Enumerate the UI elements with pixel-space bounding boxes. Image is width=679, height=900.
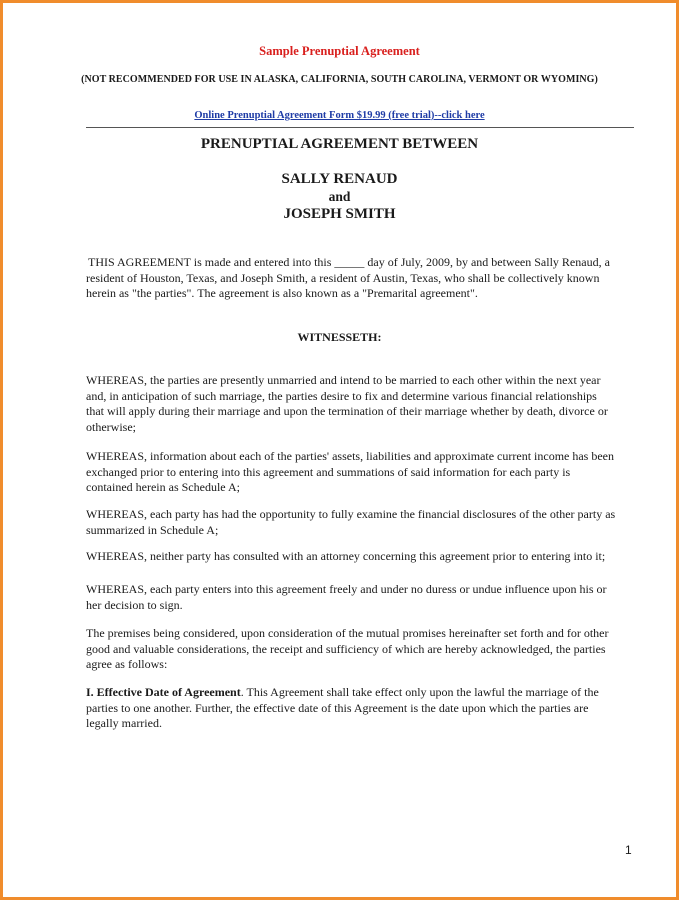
whereas-paragraph (86, 373, 646, 435)
premises-line: agree as follows: (86, 657, 168, 671)
whereas-line: exchanged prior to entering into this agreement and summations of said information for each party is (86, 464, 571, 479)
whereas-line: WHEREAS, the parties are presently unmarried and intend to be married to each other within the next year (86, 373, 601, 387)
premises-line: The premises being considered, upon consideration of the mutual promises hereinafter set forth and for other (86, 626, 609, 640)
online-link-wrapper (0, 105, 679, 123)
intro-line: resident of Houston, Texas, and Joseph Smith, a resident of Austin, Texas, who shall be collectively known (86, 270, 600, 285)
premises-paragraph (86, 626, 646, 673)
effective-date-section (86, 685, 646, 732)
effective-date-heading: I. Effective Date of Agreement (86, 685, 241, 699)
whereas-line: summarized in Schedule A; (86, 522, 219, 537)
party-one-name: SALLY RENAUD (281, 171, 398, 187)
whereas-line: WHEREAS, information about each of the parties' assets, liabilities and approximate current income has been (86, 449, 614, 463)
whereas-line: that will apply during their marriage and upon the termination of their marriage whether by death, divorce or (86, 404, 608, 418)
effective-date-line: parties to one another. Further, the effective date of this Agreement is the date upon which the parties are (86, 700, 589, 715)
whereas-line: and, in anticipation of such marriage, the parties desire to fix and determine various financial relationships (86, 388, 597, 403)
whereas-paragraph (86, 549, 646, 565)
header-divider (86, 127, 634, 128)
state-disclaimer: (NOT RECOMMENDED FOR USE IN ALASKA, CALIFORNIA, SOUTH CAROLINA, VERMONT OR WYOMING) (81, 74, 598, 85)
sample-title: Sample Prenuptial Agreement (259, 44, 420, 58)
whereas-paragraph (86, 582, 646, 613)
intro-line: herein as "the parties". The agreement is also known as a "Premarital agreement". (86, 286, 478, 300)
online-form-link[interactable]: Online Prenuptial Agreement Form $19.99 (free trial)--click here (194, 110, 485, 121)
whereas-line: contained herein as Schedule A; (86, 480, 240, 494)
party-two-name: JOSEPH SMITH (283, 206, 396, 222)
whereas-line: WHEREAS, neither party has consulted with an attorney concerning this agreement prior to entering into it; (86, 549, 606, 563)
whereas-line: WHEREAS, each party enters into this agreement freely and under no duress or undue influence upon his or (86, 582, 607, 596)
whereas-line: her decision to sign. (86, 597, 183, 612)
whereas-paragraph (86, 507, 646, 538)
agreement-title: PRENUPTIAL AGREEMENT BETWEEN (200, 136, 479, 152)
whereas-line: otherwise; (86, 419, 136, 434)
intro-paragraph (86, 255, 646, 302)
effective-date-line: legally married. (86, 716, 162, 730)
whereas-line: WHEREAS, each party has had the opportunity to fully examine the financial disclosures of the other party as (86, 507, 616, 521)
effective-date-first-line (86, 685, 646, 701)
premises-line: good and valuable considerations, the receipt and sufficiency of which are hereby acknowledged, the parties (86, 641, 606, 656)
page-number: 1 (625, 843, 632, 857)
effective-date-text: . This Agreement shall take effect only upon the lawful the marriage of the (240, 685, 599, 699)
whereas-paragraph (86, 449, 646, 496)
witnesseth-heading: WITNESSETH: (297, 330, 382, 344)
intro-line: THIS AGREEMENT is made and entered into this _____ day of July, 2009, by and between Sally Renaud, a (88, 255, 610, 269)
party-conjunction: and (328, 189, 351, 204)
